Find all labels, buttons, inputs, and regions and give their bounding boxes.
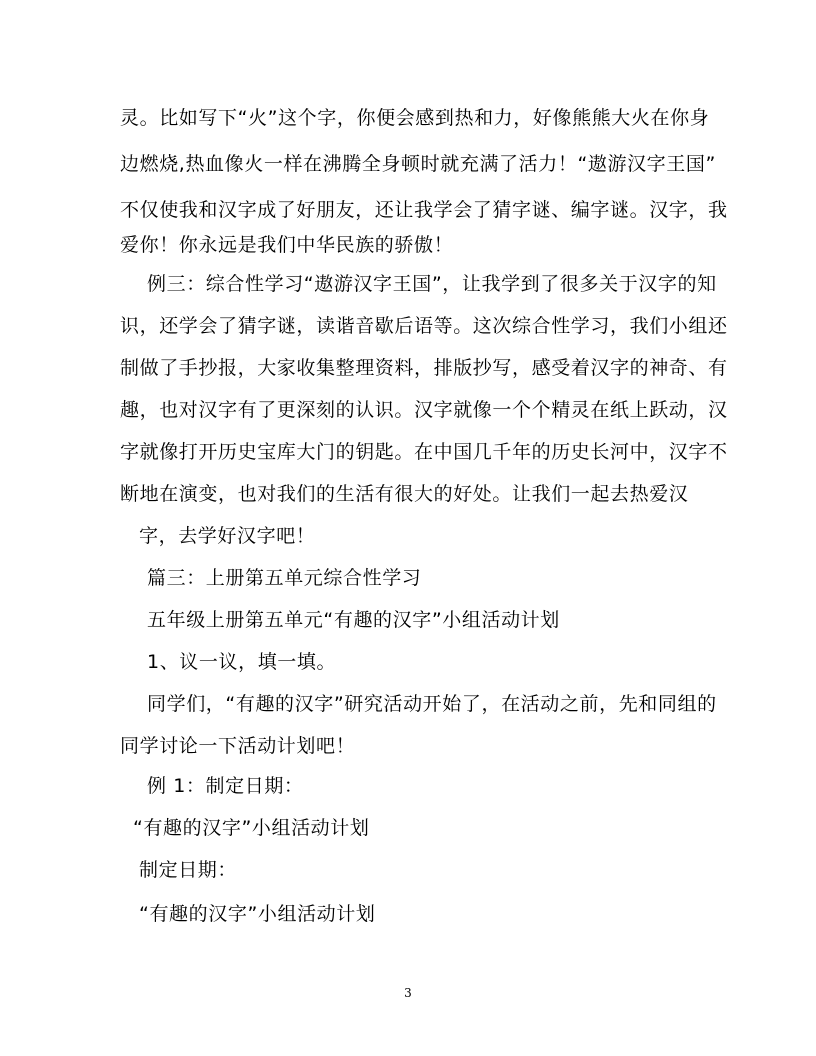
text-line: 断地在演变，也对我们的生活有很大的好处。让我们一起去热爱汉: [120, 483, 689, 505]
text-line: 趣，也对汉字有了更深刻的认识。汉字就像一个个精灵在纸上跃动，汉: [120, 399, 728, 421]
text-line: 灵。比如写下“火”这个字，你便会感到热和力，好像熊熊大火在你身: [120, 107, 710, 129]
text-line: 识，还学会了猜字谜，读谐音歇后语等。这次综合性学习，我们小组还: [120, 315, 728, 337]
text-line: 字，去学好汉字吧！: [139, 525, 316, 547]
text-line: 边燃烧,热血像火一样在沸腾全身顿时就充满了活力！“遨游汉字王国”: [120, 153, 716, 175]
date-label: 制定日期：: [139, 859, 238, 881]
page-number: 3: [404, 986, 412, 1000]
plan-title: “有趣的汉字”小组活动计划: [139, 903, 376, 925]
section-heading: 篇三：上册第五单元综合性学习: [147, 567, 422, 589]
example-label: 例 1：制定日期：: [147, 775, 304, 797]
text-line: 同学讨论一下活动计划吧！: [120, 735, 356, 757]
text-line: 不仅使我和汉字成了好朋友，还让我学会了猜字谜、编字谜。汉字，我: [120, 199, 728, 221]
paragraph-line: 例三：综合性学习“遨游汉字王国”，让我学到了很多关于汉字的知: [147, 273, 717, 295]
numbered-item: 1、议一议，填一填。: [147, 651, 337, 673]
plan-title: “有趣的汉字”小组活动计划: [133, 817, 370, 839]
paragraph-line: 同学们，“有趣的汉字”研究活动开始了，在活动之前，先和同组的: [147, 693, 717, 715]
text-line: 爱你！你永远是我们中华民族的骄傲！: [120, 234, 454, 256]
text-line: 字就像打开历史宝库大门的钥匙。在中国几千年的历史长河中，汉字不: [120, 441, 728, 463]
text-line: 制做了手抄报，大家收集整理资料，排版抄写，感受着汉字的神奇、有: [120, 357, 728, 379]
plan-title: 五年级上册第五单元“有趣的汉字”小组活动计划: [147, 609, 560, 631]
